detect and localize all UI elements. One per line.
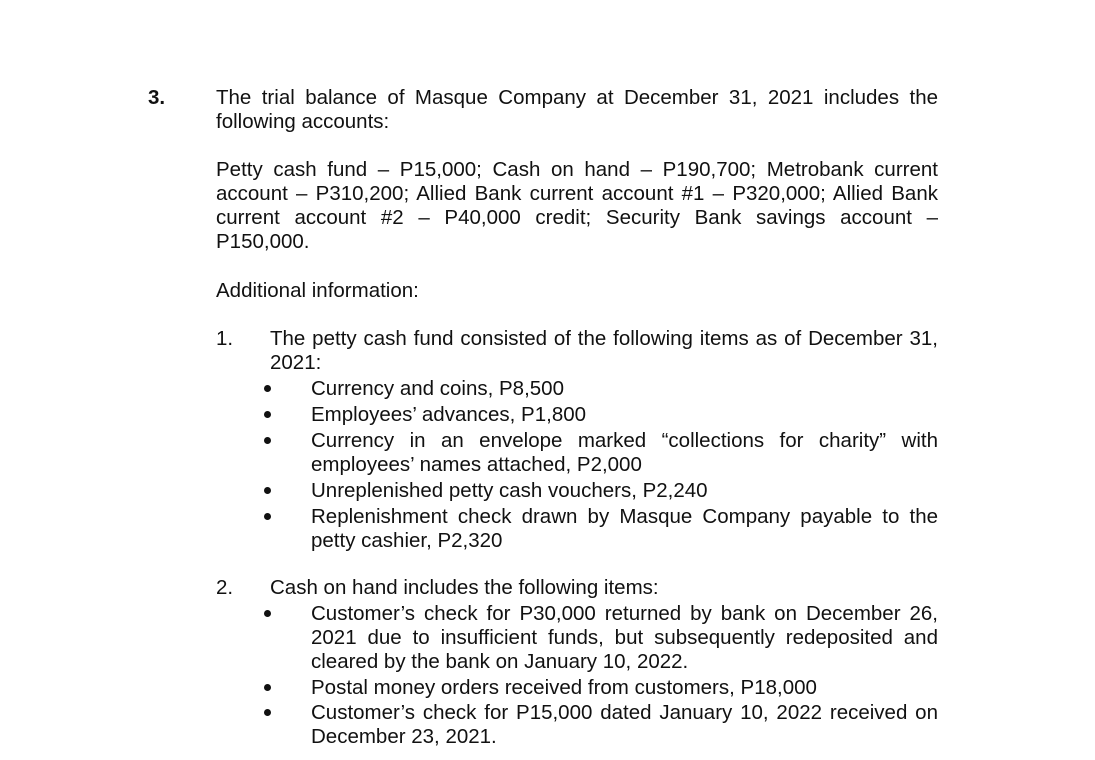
- additional-info-heading: Additional information:: [216, 279, 419, 302]
- item-2-line-1: Cash on hand includes the following items:: [270, 576, 659, 599]
- item-1-bullet-3-line-1: Currency in an envelope marked “collections for charity” with: [311, 429, 938, 452]
- item-2-bullet-3-line-1: Customer’s check for P15,000 dated January 10, 2022 received on: [311, 701, 938, 724]
- bullet-icon: [264, 437, 271, 444]
- item-1-number: 1.: [216, 327, 234, 350]
- item-1-bullet-3-line-2: employees’ names attached, P2,000: [311, 453, 642, 476]
- accounts-line-4: P150,000.: [216, 230, 310, 253]
- item-1-line-2: 2021:: [270, 351, 322, 374]
- bullet-icon: [264, 487, 271, 494]
- item-2-bullet-1-line-2: 2021 due to insufficient funds, but subsequently redeposited and: [311, 626, 938, 649]
- accounts-line-3: current account #2 – P40,000 credit; Security Bank savings account –: [216, 206, 938, 229]
- bullet-icon: [264, 684, 271, 691]
- item-2-bullet-2: Postal money orders received from customers, P18,000: [311, 676, 817, 699]
- item-2-bullet-3-line-2: December 23, 2021.: [311, 725, 497, 748]
- intro-line-2: following accounts:: [216, 110, 390, 133]
- item-2-bullet-1-line-1: Customer’s check for P30,000 returned by bank on December 26,: [311, 602, 938, 625]
- item-2-bullet-1-line-3: cleared by the bank on January 10, 2022.: [311, 650, 689, 673]
- bullet-icon: [264, 513, 271, 520]
- item-1-bullet-5-line-2: petty cashier, P2,320: [311, 529, 503, 552]
- accounts-line-2: account – P310,200; Allied Bank current account #1 – P320,000; Allied Bank: [216, 182, 938, 205]
- item-1-bullet-4: Unreplenished petty cash vouchers, P2,240: [311, 479, 708, 502]
- item-1-line-1: The petty cash fund consisted of the following items as of December 31,: [270, 327, 938, 350]
- item-2-number: 2.: [216, 576, 234, 599]
- bullet-icon: [264, 385, 271, 392]
- accounts-line-1: Petty cash fund – P15,000; Cash on hand – P190,700; Metrobank current: [216, 158, 938, 181]
- item-1-bullet-2: Employees’ advances, P1,800: [311, 403, 587, 426]
- intro-line-1: The trial balance of Masque Company at December 31, 2021 includes the: [216, 86, 938, 109]
- item-1-bullet-1: Currency and coins, P8,500: [311, 377, 564, 400]
- bullet-icon: [264, 411, 271, 418]
- bullet-icon: [264, 610, 271, 617]
- bullet-icon: [264, 709, 271, 716]
- problem-number: 3.: [148, 86, 166, 109]
- item-1-bullet-5-line-1: Replenishment check drawn by Masque Company payable to the: [311, 505, 938, 528]
